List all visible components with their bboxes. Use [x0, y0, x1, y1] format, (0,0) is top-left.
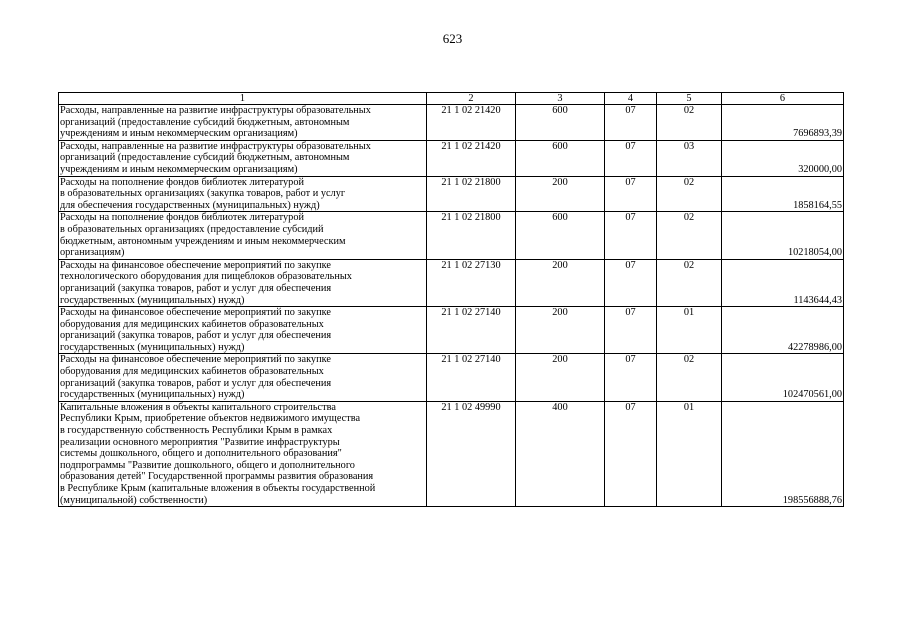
amount-cell: 10218054,00: [722, 212, 844, 259]
table-row: [59, 140, 844, 176]
expense-type-cell: 200: [516, 259, 605, 306]
table-row: [59, 259, 844, 306]
expense-type-cell: 200: [516, 354, 605, 401]
section-cell: 07: [605, 105, 657, 141]
amount-cell: 1858164,55: [722, 176, 844, 212]
target-code-cell: 21 1 02 21800: [427, 176, 516, 212]
subsection-cell: 02: [657, 259, 722, 306]
subsection-cell: 02: [657, 105, 722, 141]
table-row: [59, 401, 844, 506]
expense-name-cell: Расходы на пополнение фондов библиотек литературой в образовательных организациях (предоставление субсидий бюджетным, автономным учреждениям и иным некоммерческим организациям): [59, 212, 427, 259]
column-header: 2: [427, 93, 516, 105]
amount-cell: 198556888,76: [722, 401, 844, 506]
expense-type-cell: 200: [516, 307, 605, 354]
expense-name-cell: Расходы, направленные на развитие инфраструктуры образовательных организаций (предоставление субсидий бюджетным, автономным учреждениям и иным некоммерческим организациям): [59, 105, 427, 141]
subsection-cell: 01: [657, 401, 722, 506]
section-cell: 07: [605, 307, 657, 354]
section-cell: 07: [605, 354, 657, 401]
column-header: 5: [657, 93, 722, 105]
section-cell: 07: [605, 140, 657, 176]
target-code-cell: 21 1 02 21420: [427, 105, 516, 141]
expense-type-cell: 600: [516, 212, 605, 259]
expense-name-cell: Расходы на финансовое обеспечение мероприятий по закупке оборудования для медицинских кабинетов образовательных организаций (закупка товаров, работ и услуг для обеспечения государственных (муниципальных) нужд): [59, 354, 427, 401]
expense-name-cell: Капитальные вложения в объекты капитального строительства Республики Крым, приобретение объектов недвижимого имущества в государственную собственность Республики Крым в рамках реализации основного мероприятия "Развитие инфраструктуры системы дошкольного, общего и дополнительного образования" подпрограммы "Развитие дошкольного, общего и дополнительного образования детей" Государственной программы развития образования в Республике Крым (капитальные вложения в объекты государственной (муниципальной) собственности): [59, 401, 427, 506]
table-header-row: [59, 93, 844, 105]
expense-type-cell: 400: [516, 401, 605, 506]
section-cell: 07: [605, 212, 657, 259]
column-header: 3: [516, 93, 605, 105]
expense-name-cell: Расходы на пополнение фондов библиотек литературой в образовательных организациях (закупка товаров, работ и услуг для обеспечения государственных (муниципальных) нужд): [59, 176, 427, 212]
table-row: [59, 212, 844, 259]
column-header: 6: [722, 93, 844, 105]
subsection-cell: 03: [657, 140, 722, 176]
amount-cell: 7696893,39: [722, 105, 844, 141]
expense-name-cell: Расходы на финансовое обеспечение мероприятий по закупке оборудования для медицинских кабинетов образовательных организаций (закупка товаров, работ и услуг для обеспечения государственных (муниципальных) нужд): [59, 307, 427, 354]
column-header: 4: [605, 93, 657, 105]
expense-type-cell: 600: [516, 105, 605, 141]
section-cell: 07: [605, 259, 657, 306]
table-row: [59, 307, 844, 354]
amount-cell: 1143644,43: [722, 259, 844, 306]
table-row: [59, 354, 844, 401]
budget-table: [58, 92, 844, 507]
section-cell: 07: [605, 401, 657, 506]
subsection-cell: 02: [657, 354, 722, 401]
table-row: [59, 105, 844, 141]
expense-type-cell: 200: [516, 176, 605, 212]
amount-cell: 320000,00: [722, 140, 844, 176]
target-code-cell: 21 1 02 27130: [427, 259, 516, 306]
amount-cell: 42278986,00: [722, 307, 844, 354]
table-row: [59, 176, 844, 212]
expense-name-cell: Расходы на финансовое обеспечение мероприятий по закупке технологического оборудования для пищеблоков образовательных организаций (закупка товаров, работ и услуг для обеспечения государственных (муниципальных) нужд): [59, 259, 427, 306]
expense-name-cell: Расходы, направленные на развитие инфраструктуры образовательных организаций (предоставление субсидий бюджетным, автономным учреждениям и иным некоммерческим организациям): [59, 140, 427, 176]
target-code-cell: 21 1 02 21800: [427, 212, 516, 259]
expense-type-cell: 600: [516, 140, 605, 176]
section-cell: 07: [605, 176, 657, 212]
column-header: 1: [59, 93, 427, 105]
amount-cell: 102470561,00: [722, 354, 844, 401]
subsection-cell: 02: [657, 212, 722, 259]
subsection-cell: 02: [657, 176, 722, 212]
target-code-cell: 21 1 02 21420: [427, 140, 516, 176]
target-code-cell: 21 1 02 27140: [427, 354, 516, 401]
target-code-cell: 21 1 02 49990: [427, 401, 516, 506]
page-number: 623: [442, 31, 463, 46]
subsection-cell: 01: [657, 307, 722, 354]
target-code-cell: 21 1 02 27140: [427, 307, 516, 354]
